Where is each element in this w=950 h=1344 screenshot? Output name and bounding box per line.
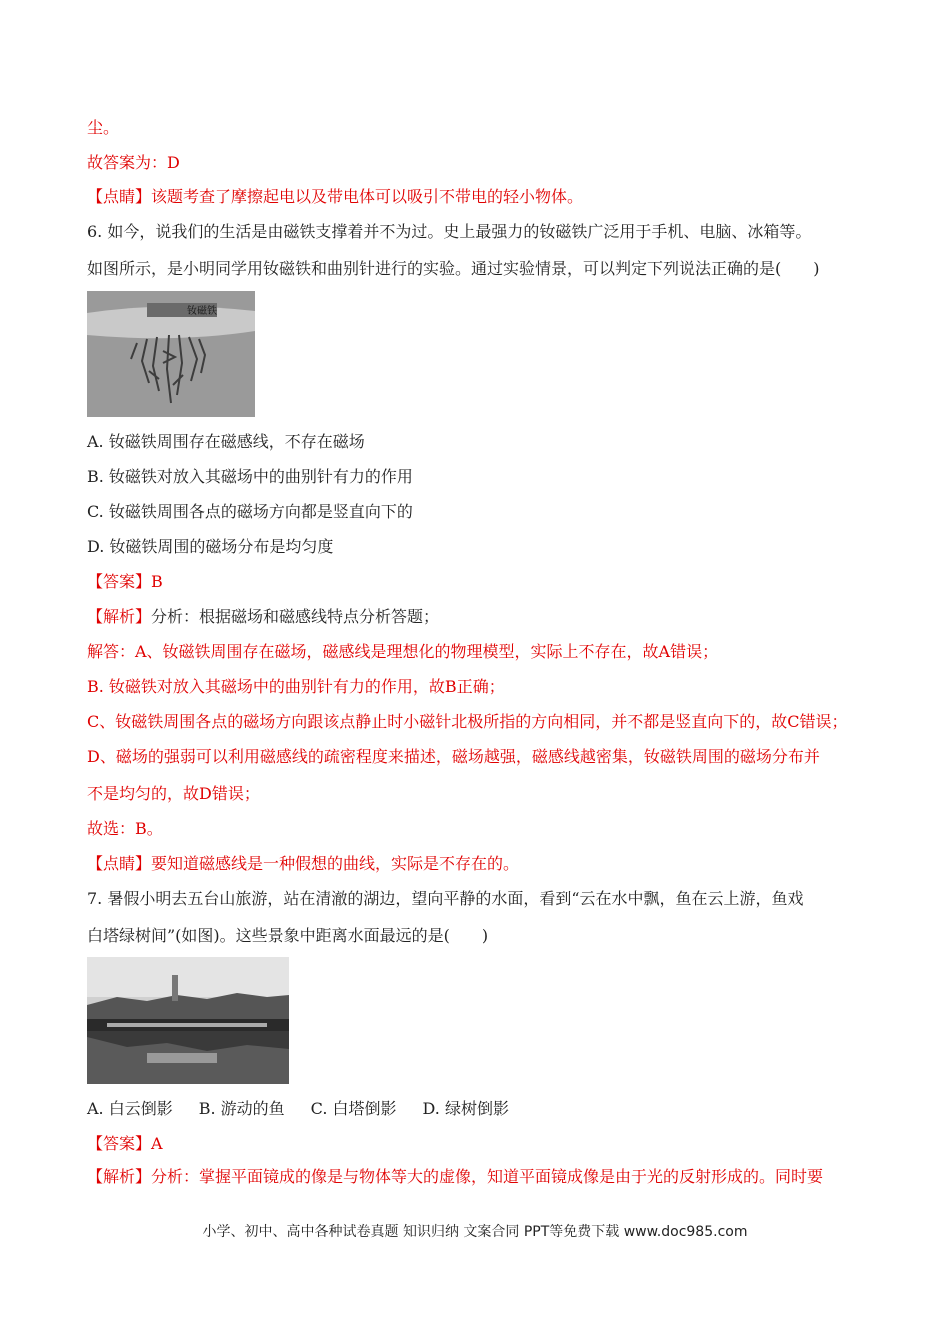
tip-tag: 【点睛】 [87, 187, 152, 206]
q7-option-c: C. 白塔倒影 [310, 1099, 397, 1118]
q6-option-c: C. 钕磁铁周围各点的磁场方向都是竖直向下的 [87, 502, 413, 521]
q7-option-b: B. 游动的鱼 [198, 1099, 285, 1118]
tip-text: 要知道磁感线是一种假想的曲线，实际是不存在的。 [151, 854, 520, 873]
q7-stem-line2: 白塔绿树间”(如图)。这些景象中距离水面最远的是( ) [87, 926, 489, 945]
q7-stem-line1: 7. 暑假小明去五台山旅游，站在清澈的湖边，望向平静的水面，看到“云在水中飘，鱼在云上游，鱼戏 [87, 889, 804, 908]
tip-text: 该题考查了摩擦起电以及带电体可以吸引不带电的轻小物体。 [151, 187, 584, 206]
analysis-tag: 【解析】 [87, 1167, 152, 1186]
q6-solution-6: 故选：B。 [87, 819, 163, 838]
q6-stem-line1: 6. 如今，说我们的生活是由磁铁支撑着并不为过。史上最强力的钕磁铁广泛用于手机、电脑、冰箱等。 [87, 222, 812, 241]
continuation-text: 尘。 [87, 118, 120, 137]
analysis-text: 分析：掌握平面镜成的像是与物体等大的虚像，知道平面镜成像是由于光的反射形成的。同时要 [151, 1167, 824, 1186]
page-footer: 小学、初中、高中各种试卷真题 知识归纳 文案合同 PPT等免费下载 www.doc985.com [202, 1224, 748, 1240]
q6-tip [87, 853, 519, 875]
q6-solution-1: 解答：A、钕磁铁周围存在磁场，磁感线是理想化的物理模型，实际上不存在，故A错误； [87, 642, 719, 661]
analysis-text: 分析：根据磁场和磁感线特点分析答题； [151, 607, 440, 626]
q6-solution-2: B. 钕磁铁对放入其磁场中的曲别针有力的作用，故B正确； [87, 677, 505, 696]
answer-tag: 【答案】 [87, 1134, 152, 1153]
photo-label: 钕磁铁 [187, 306, 217, 317]
q7-option-a: A. 白云倒影 [87, 1099, 173, 1118]
q7-answer [87, 1133, 163, 1155]
magnet-clip-illustration [87, 291, 255, 417]
q6-answer [87, 571, 163, 593]
prev-answer: 故答案为：D [87, 153, 180, 172]
q6-solution-5: 不是均匀的，故D错误； [87, 784, 260, 803]
q6-option-a: A. 钕磁铁周围存在磁感线，不存在磁场 [87, 432, 365, 451]
answer-tag: 【答案】 [87, 572, 152, 591]
tip-tag: 【点睛】 [87, 854, 152, 873]
q6-analysis [87, 606, 439, 628]
lake-reflection-illustration [87, 957, 289, 1084]
analysis-tag: 【解析】 [87, 607, 152, 626]
q6-option-d: D. 钕磁铁周围的磁场分布是均匀度 [87, 537, 334, 556]
q7-lake-photo [87, 957, 289, 1084]
q6-solution-4: D、磁场的强弱可以利用磁感线的疏密程度来描述，磁场越强，磁感线越密集，钕磁铁周围的磁场分布并 [87, 747, 820, 766]
q6-option-b: B. 钕磁铁对放入其磁场中的曲别针有力的作用 [87, 467, 413, 486]
q7-analysis [87, 1166, 823, 1188]
q6-stem-line2: 如图所示，是小明同学用钕磁铁和曲别针进行的实验。通过实验情景，可以判定下列说法正确的是( ) [87, 259, 820, 278]
q6-solution-3: C、钕磁铁周围各点的磁场方向跟该点静止时小磁针北极所指的方向相同，并不都是竖直向下的，故C错误； [87, 712, 848, 731]
answer-value: B [151, 572, 163, 591]
answer-value: A [151, 1134, 163, 1153]
q7-options [87, 1098, 509, 1120]
prev-tip [87, 186, 583, 208]
q6-magnet-photo [87, 291, 255, 417]
q7-option-d: D. 绿树倒影 [422, 1099, 509, 1118]
